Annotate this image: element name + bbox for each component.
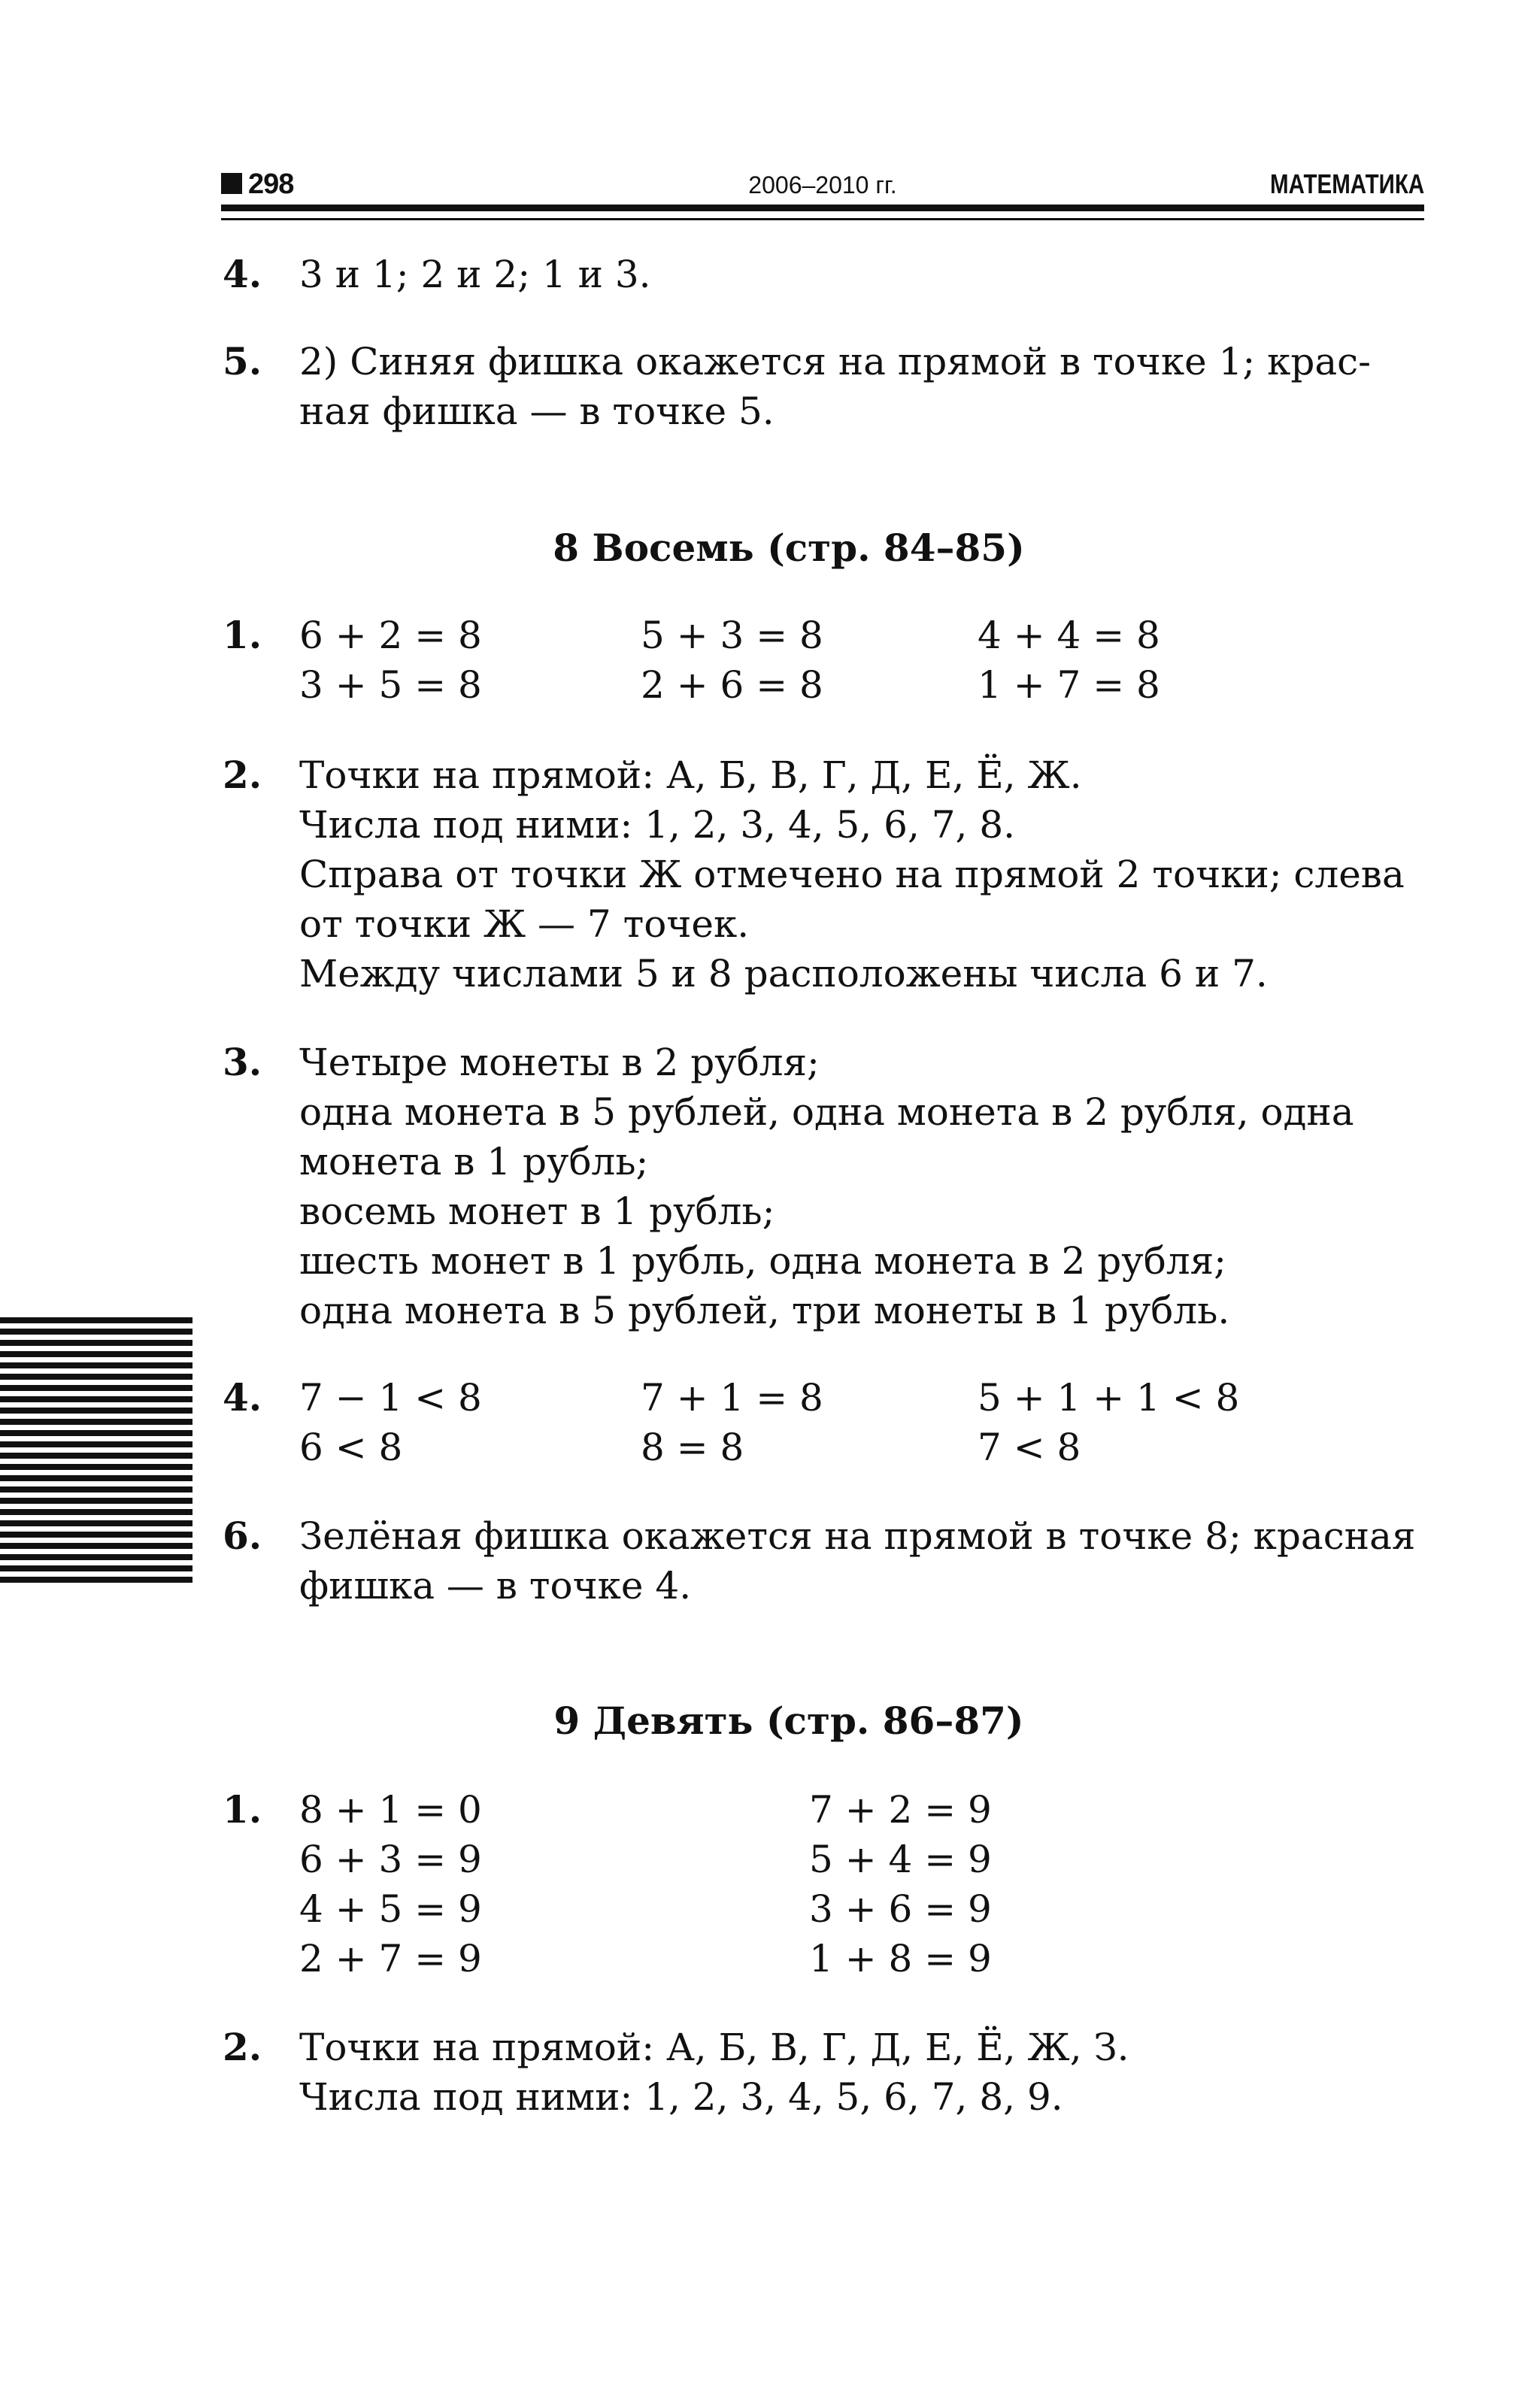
exercise-line: монета в 1 рубль; xyxy=(299,1140,649,1183)
thumb-index-bar xyxy=(0,1453,192,1459)
exercise-number: 6. xyxy=(223,1514,262,1558)
thumb-index-bar xyxy=(0,1577,192,1583)
exercise-line: Числа под ними: 1, 2, 3, 4, 5, 6, 7, 8. xyxy=(299,803,1016,847)
thumb-index-bar xyxy=(0,1498,192,1504)
exercise-line: шесть монет в 1 рубль, одна монета в 2 рубля; xyxy=(299,1239,1226,1283)
equation: 3 + 5 = 8 xyxy=(299,663,482,707)
exercise-number: 1. xyxy=(223,1787,262,1832)
section-heading: 8 Восемь (стр. 84–85) xyxy=(553,526,1025,570)
thumb-index-bar xyxy=(0,1532,192,1538)
exercise-line: одна монета в 5 рублей, одна монета в 2 рубля, одна xyxy=(299,1090,1354,1134)
equation: 1 + 7 = 8 xyxy=(978,663,1160,707)
running-header xyxy=(221,167,1424,205)
thumb-index-bar xyxy=(0,1554,192,1560)
thumb-index-bar xyxy=(0,1329,192,1335)
exercise-line: 2) Синяя фишка окажется на прямой в точке 1; крас- xyxy=(299,340,1372,383)
comparison: 7 − 1 < 8 xyxy=(299,1376,482,1420)
exercise-line: Четыре монеты в 2 рубля; xyxy=(299,1041,820,1084)
equation: 7 + 2 = 9 xyxy=(809,1788,992,1832)
thumb-index-bar xyxy=(0,1374,192,1380)
comparison: 6 < 8 xyxy=(299,1426,403,1469)
exercise-line: Между числами 5 и 8 расположены числа 6 и 7. xyxy=(299,952,1268,995)
equation: 5 + 3 = 8 xyxy=(641,614,823,657)
exercise-line: от точки Ж — 7 точек. xyxy=(299,902,750,946)
thumb-index-marker xyxy=(0,1317,192,1588)
equation: 6 + 3 = 9 xyxy=(299,1838,482,1881)
equation: 6 + 2 = 8 xyxy=(299,614,482,657)
thumb-index-bar xyxy=(0,1441,192,1447)
header-rule-thick xyxy=(221,205,1424,211)
exercise-number: 3. xyxy=(223,1040,262,1084)
exercise-line: фишка — в точке 4. xyxy=(299,1564,692,1608)
thumb-index-bar xyxy=(0,1419,192,1425)
exercise-number: 4. xyxy=(223,1375,262,1420)
comparison: 7 + 1 = 8 xyxy=(641,1376,823,1420)
thumb-index-bar xyxy=(0,1317,192,1323)
exercise-number: 5. xyxy=(223,339,262,383)
thumb-index-bar xyxy=(0,1475,192,1481)
exercise-number: 2. xyxy=(223,2025,262,2069)
equation: 3 + 6 = 9 xyxy=(809,1887,992,1931)
thumb-index-bar xyxy=(0,1543,192,1549)
header-subject: МАТЕМАТИКА xyxy=(1269,168,1424,199)
thumb-index-bar xyxy=(0,1565,192,1571)
thumb-index-bar xyxy=(0,1385,192,1391)
thumb-index-bar xyxy=(0,1396,192,1402)
thumb-index-bar xyxy=(0,1464,192,1470)
exercise-line: восемь монет в 1 рубль; xyxy=(299,1189,775,1233)
comparison: 5 + 1 + 1 < 8 xyxy=(978,1376,1240,1420)
equation: 4 + 4 = 8 xyxy=(978,614,1160,657)
equation: 4 + 5 = 9 xyxy=(299,1887,482,1931)
exercise-line: Числа под ними: 1, 2, 3, 4, 5, 6, 7, 8, 9. xyxy=(299,2075,1063,2119)
exercise-line: Справа от точки Ж отмечено на прямой 2 точки; слева xyxy=(299,853,1405,896)
equation: 1 + 8 = 9 xyxy=(809,1937,992,1980)
comparison: 7 < 8 xyxy=(978,1426,1081,1469)
header-rule-thin xyxy=(221,218,1424,220)
exercise-number: 2. xyxy=(223,753,262,797)
exercise-number: 1. xyxy=(223,613,262,657)
exercise-line: Зелёная фишка окажется на прямой в точке 8; красная xyxy=(299,1514,1416,1558)
exercise-line: 3 и 1; 2 и 2; 1 и 3. xyxy=(299,253,651,296)
exercise-line: одна монета в 5 рублей, три монеты в 1 рубль. xyxy=(299,1289,1230,1332)
equation: 5 + 4 = 9 xyxy=(809,1838,992,1881)
exercise-line: Точки на прямой: А, Б, В, Г, Д, Е, Ё, Ж, З. xyxy=(299,2026,1129,2069)
exercise-line: ная фишка — в точке 5. xyxy=(299,389,775,433)
header-years: 2006–2010 гг. xyxy=(748,171,897,198)
equation: 8 + 1 = 0 xyxy=(299,1788,482,1832)
thumb-index-bar xyxy=(0,1509,192,1515)
page-number: 298 xyxy=(248,168,294,200)
section-heading: 9 Девять (стр. 86–87) xyxy=(553,1699,1024,1743)
exercise-line: Точки на прямой: А, Б, В, Г, Д, Е, Ё, Ж. xyxy=(299,753,1082,797)
equation: 2 + 7 = 9 xyxy=(299,1937,482,1980)
comparison: 8 = 8 xyxy=(641,1426,744,1469)
thumb-index-bar xyxy=(0,1351,192,1357)
exercise-number: 4. xyxy=(223,252,262,296)
thumb-index-bar xyxy=(0,1520,192,1526)
thumb-index-bar xyxy=(0,1486,192,1492)
thumb-index-bar xyxy=(0,1430,192,1436)
thumb-index-bar xyxy=(0,1408,192,1414)
thumb-index-bar xyxy=(0,1340,192,1346)
equation: 2 + 6 = 8 xyxy=(641,663,823,707)
thumb-index-bar xyxy=(0,1362,192,1368)
